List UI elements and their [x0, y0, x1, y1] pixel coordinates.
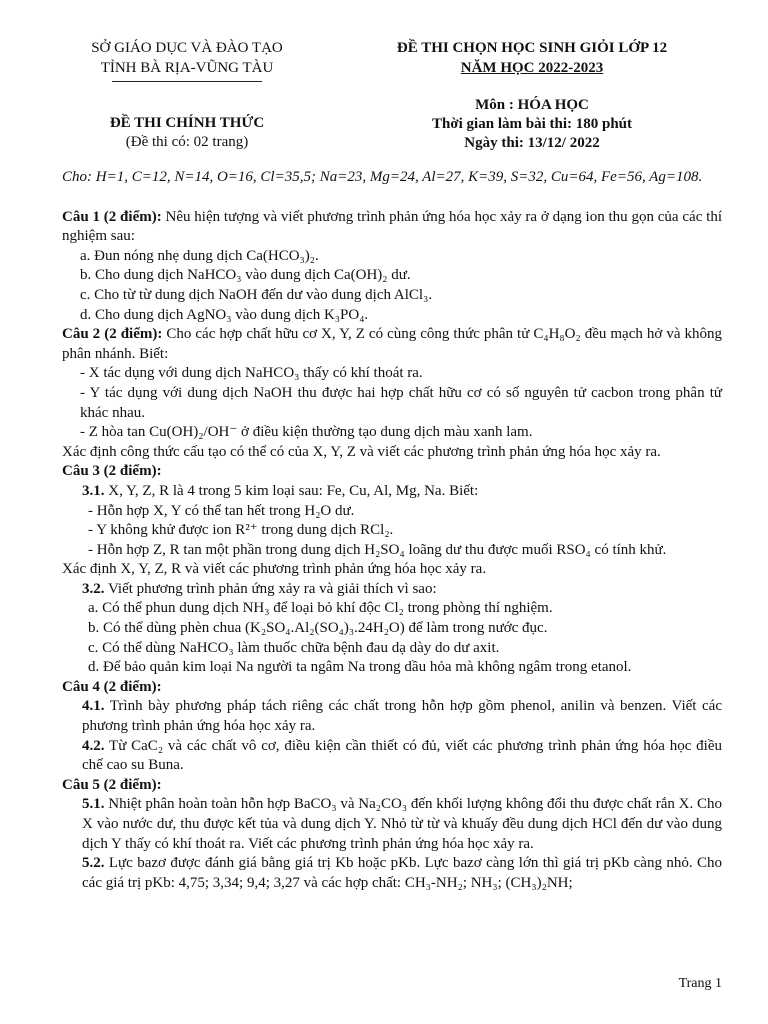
part-5-2-label: 5.2.	[82, 855, 105, 872]
department-header	[62, 38, 312, 82]
exam-title-block	[322, 38, 742, 78]
part-3-2-label: 3.2.	[82, 580, 105, 597]
part-3-2-c: c. Có thể dùng NaHCO₃ làm thuốc chữa bệnh đau dạ dày do dư axit.	[88, 639, 500, 656]
part-4-2-label: 4.2.	[82, 737, 105, 754]
part-3-1-task: Xác định X, Y, Z, R và viết các phương trình phản ứng hóa học xảy ra.	[62, 561, 487, 578]
question-1	[62, 208, 722, 247]
question-5-2	[62, 854, 722, 893]
question-2-z: - Z hòa tan Cu(OH)₂/OH⁻ ở điều kiện thường tạo dung dịch màu xanh lam.	[80, 424, 533, 441]
subject-block	[322, 96, 742, 153]
exam-title: ĐỀ THI CHỌN HỌC SINH GIỎI LỚP 12	[396, 40, 668, 56]
question-2-x: - X tác dụng với dung dịch NaHCO₃ thấy có khí thoát ra.	[80, 365, 423, 382]
question-1-c: c. Cho từ từ dung dịch NaOH đến dư vào dung dịch AlCl₃.	[80, 286, 433, 303]
pages-note: (Đề thi có: 02 trang)	[125, 134, 249, 150]
question-4-2	[62, 737, 722, 776]
exam-date: Ngày thi: 13/12/ 2022	[464, 135, 600, 151]
question-1-a: a. Đun nóng nhẹ dung dịch Ca(HCO₃)₂.	[80, 247, 319, 264]
question-3-title: Câu 3 (2 điểm):	[62, 463, 162, 480]
atomic-masses: Cho: H=1, C=12, N=14, O=16, Cl=35,5; Na=23, Mg=24, Al=27, K=39, S=32, Cu=64, Fe=56, Ag=108.	[62, 169, 703, 185]
part-4-1-label: 4.1.	[82, 698, 105, 715]
question-1-b: b. Cho dung dịch NaHCO₃ vào dung dịch Ca(OH)₂ dư.	[80, 267, 411, 284]
question-1-intro: Nêu hiện tượng và viết phương trình phản ứng hóa học xảy ra ở dạng ion thu gọn của các thí nghiệm sau:	[62, 208, 722, 245]
department-name: SỞ GIÁO DỤC VÀ ĐÀO TẠO	[91, 40, 283, 56]
question-4-title: Câu 4 (2 điểm):	[62, 678, 162, 695]
exam-body	[62, 168, 722, 893]
official-block	[62, 114, 312, 152]
question-3-2	[62, 580, 722, 600]
part-3-1-b: - Y không khử được ion R²⁺ trong dung dịch RCl₂.	[88, 522, 394, 539]
question-1-title: Câu 1 (2 điểm):	[62, 208, 162, 225]
part-4-2-text: Từ CaC₂ và các chất vô cơ, điều kiện cần thiết có đủ, viết các phương trình phản ứng hóa học điều chế cao su Buna.	[82, 737, 722, 774]
part-3-1-intro: X, Y, Z, R là 4 trong 5 kim loại sau: Fe, Cu, Al, Mg, Na. Biết:	[108, 482, 479, 499]
part-3-1-c: - Hỗn hợp Z, R tan một phần trong dung dịch H₂SO₄ loãng dư thu được muối RSO₄ có tính khử.	[88, 541, 667, 558]
exam-duration: Thời gian làm bài thi: 180 phút	[431, 116, 633, 132]
question-2	[62, 325, 722, 364]
question-2-title: Câu 2 (2 điểm):	[62, 326, 163, 343]
part-3-2-b: b. Có thể dùng phèn chua (K₂SO₄.Al₂(SO₄)₃.24H₂O) để làm trong nước đục.	[88, 620, 548, 637]
page-number: Trang 1	[678, 976, 722, 991]
school-year: NĂM HỌC 2022-2023	[460, 60, 604, 76]
question-5-1	[62, 795, 722, 854]
part-5-1-text: Nhiệt phân hoàn toàn hỗn hợp BaCO₃ và Na₂CO₃ đến khối lượng không đổi thu được chất rắn X. Cho X vào nước dư, thu được kết tủa và dung dịch Y. Nhỏ từ từ và khuấy đều dung dịch HCl đến dư vào dung dịch Y thấy có khí thoát ra. Viết các phương trình phản ứng hóa học xảy ra.	[82, 796, 722, 852]
part-3-2-d: d. Để bảo quản kim loại Na người ta ngâm Na trong dầu hỏa mà không ngâm trong etanol.	[88, 659, 632, 676]
part-3-1-a: - Hỗn hợp X, Y có thể tan hết trong H₂O dư.	[88, 502, 355, 519]
question-3-1	[62, 482, 722, 502]
question-2-intro: Cho các hợp chất hữu cơ X, Y, Z có cùng công thức phân tử C₄H₈O₂ đều mạch hở và không phân nhánh. Biết:	[62, 326, 722, 362]
official-label: ĐỀ THI CHÍNH THỨC	[109, 115, 265, 131]
question-5-title: Câu 5 (2 điểm):	[62, 776, 162, 793]
subject-name: Môn : HÓA HỌC	[475, 97, 589, 113]
part-3-2-a: a. Có thể phun dung dịch NH₃ để loại bỏ khí độc Cl₂ trong phòng thí nghiệm.	[88, 600, 553, 617]
part-4-1-text: Trình bày phương pháp tách riêng các chất trong hỗn hợp gồm phenol, anilin và benzen. Viết các phương trình phản ứng hóa học xảy ra.	[82, 698, 722, 735]
part-5-2-text: Lực bazơ được đánh giá bằng giá trị Kb hoặc pKb. Lực bazơ càng lớn thì giá trị pKb càng nhỏ. Cho các giá trị pKb: 4,75; 3,34; 9,4; 3,27 và các hợp chất: CH₃-NH₂; NH₃; (CH₃)₂NH;	[82, 855, 722, 891]
question-1-d: d. Cho dung dịch AgNO₃ vào dung dịch K₃PO₄.	[80, 306, 369, 323]
question-2-task: Xác định công thức cấu tạo có thể có của X, Y, Z và viết các phương trình phản ứng hóa học xảy ra.	[62, 443, 661, 460]
part-3-2-intro: Viết phương trình phản ứng xảy ra và giải thích vì sao:	[107, 580, 437, 597]
part-3-1-label: 3.1.	[82, 482, 105, 499]
province-name: TỈNH BÀ RỊA-VŨNG TÀU	[100, 60, 274, 76]
question-2-y: - Y tác dụng với dung dịch NaOH thu được hai hợp chất hữu cơ có số nguyên tử cacbon trong phân tử khác nhau.	[80, 384, 722, 421]
part-5-1-label: 5.1.	[82, 796, 105, 813]
question-4-1	[62, 697, 722, 736]
header-divider	[112, 81, 262, 82]
